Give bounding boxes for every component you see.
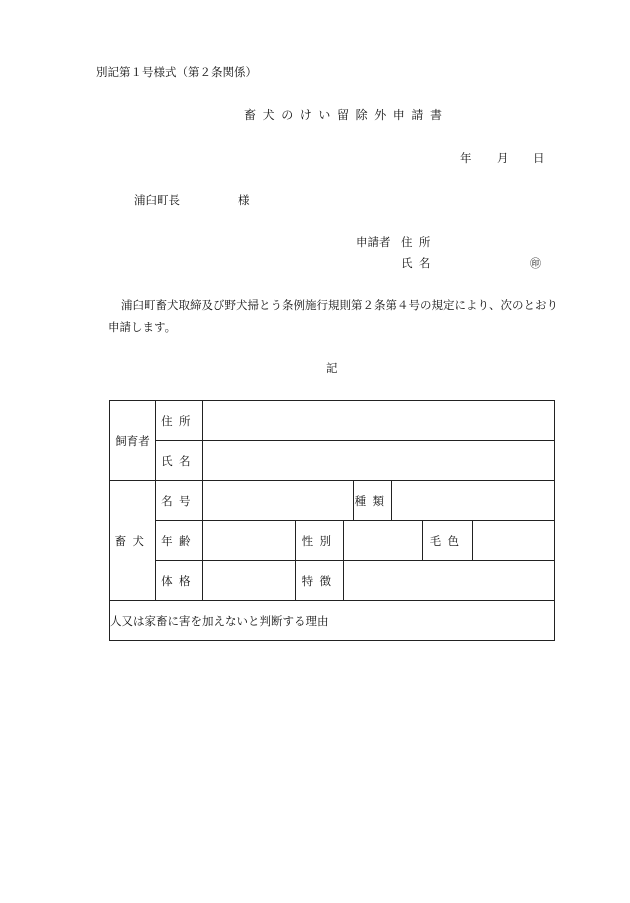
owner-name-label: 氏名 bbox=[156, 441, 203, 481]
applicant-name-label: 氏名 bbox=[401, 256, 437, 270]
applicant-role: 申請者 bbox=[356, 235, 391, 249]
dog-group-label: 畜犬 bbox=[110, 481, 156, 601]
dog-features-label: 特徴 bbox=[296, 561, 344, 601]
dog-name-label: 名号 bbox=[156, 481, 203, 521]
dog-features-field[interactable] bbox=[344, 561, 555, 601]
applicant-address-label: 住所 bbox=[401, 235, 437, 249]
dog-age-label: 年齢 bbox=[156, 521, 203, 561]
reason-label: 人又は家畜に害を加えないと判断する理由 bbox=[110, 613, 329, 628]
dog-breed-field[interactable] bbox=[392, 481, 555, 521]
owner-group-label: 飼育者 bbox=[110, 401, 156, 481]
application-table bbox=[109, 400, 555, 641]
dog-sex-field[interactable] bbox=[344, 521, 423, 561]
date-year: 年 bbox=[460, 151, 472, 165]
dog-build-label: 体格 bbox=[156, 561, 203, 601]
document-title: 畜犬のけい留除外申請書 bbox=[244, 108, 449, 122]
owner-address-label: 住所 bbox=[156, 401, 203, 441]
ki-heading: 記 bbox=[326, 361, 338, 375]
reason-box[interactable] bbox=[110, 601, 555, 641]
dog-color-field[interactable] bbox=[473, 521, 555, 561]
form-reference: 別記第１号様式（第２条関係） bbox=[96, 65, 257, 79]
body-paragraph-line2: 申請します。 bbox=[108, 320, 177, 334]
dog-build-field[interactable] bbox=[203, 561, 296, 601]
owner-name-field[interactable] bbox=[203, 441, 555, 481]
dog-color-label: 毛色 bbox=[423, 521, 473, 561]
owner-address-field[interactable] bbox=[203, 401, 555, 441]
dog-sex-label: 性別 bbox=[296, 521, 344, 561]
seal-mark: ㊞ bbox=[530, 257, 541, 270]
dog-age-field[interactable] bbox=[203, 521, 296, 561]
date-day: 日 bbox=[533, 151, 545, 165]
body-paragraph-line1: 浦臼町畜犬取締及び野犬掃とう条例施行規則第２条第４号の規定により、次のとおり bbox=[121, 298, 558, 312]
honorific: 様 bbox=[238, 193, 250, 207]
dog-breed-label: 種類 bbox=[354, 481, 392, 521]
date-month: 月 bbox=[497, 151, 509, 165]
addressee: 浦臼町長 bbox=[134, 193, 180, 207]
dog-name-field[interactable] bbox=[203, 481, 354, 521]
